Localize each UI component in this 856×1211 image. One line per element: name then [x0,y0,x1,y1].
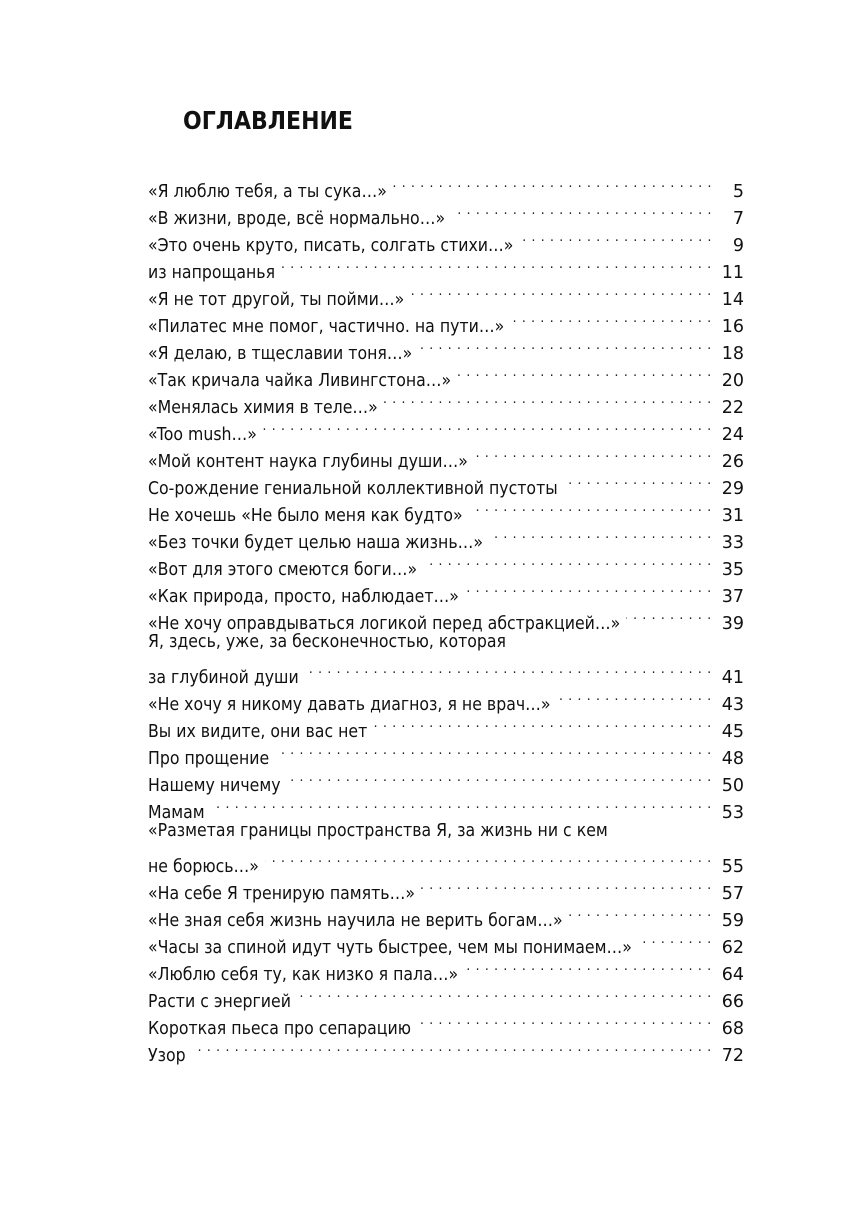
dot-leader [557,683,712,710]
table-of-contents [148,170,744,1066]
toc-entry-title-line1: «Разметая границы пространства Я, за жизнь ни с кем [148,821,608,841]
toc-entry-line [148,1007,744,1039]
toc-entry [148,683,744,715]
toc-entry-page-number: 20 [721,371,744,391]
toc-entry [148,575,744,607]
toc-entry-line [148,980,744,1012]
toc-entry-title: «Люблю себя ту, как низко я пала…» [148,965,459,985]
dot-leader [510,305,712,332]
toc-entry-page-number: 48 [721,749,744,769]
toc-entry-line [148,548,744,580]
toc-entry-line [148,683,744,715]
toc-entry-page-number: 64 [721,965,744,985]
dot-leader [474,440,712,467]
toc-entry-title: Короткая пьеса про сепарацию [148,1019,411,1039]
toc-entry-title: Расти с энергией [148,992,291,1012]
toc-entry-line [148,899,744,931]
toc-entry [148,278,744,310]
toc-entry-line [148,413,744,445]
toc-entry-page-number: 18 [721,344,744,364]
toc-entry-title: «Мой контент наука глубины души…» [148,452,468,472]
toc-entry-title: Нашему ничему [148,776,281,796]
toc-entry [148,224,744,256]
toc-entry-line [148,737,744,769]
toc-entry-title: «Too mush…» [148,425,257,445]
toc-entry-page-number: 50 [721,776,744,796]
toc-entry-title: «Не хочу я никому давать диагноз, я не врач…» [148,695,551,715]
toc-entry-page-number: 37 [721,587,744,607]
toc-entry-title: «Так кричала чайка Ливингстона…» [148,371,452,391]
toc-entry-title: «Как природа, просто, наблюдает…» [148,587,459,607]
toc-entry-page-number: 35 [721,560,744,580]
toc-entry-title: «Я не тот другой, ты пойми…» [148,290,405,310]
toc-entry-page-number: 11 [721,263,744,283]
toc-entry [148,440,744,472]
toc-entry [148,359,744,391]
toc-entry-page-number: 31 [721,506,744,526]
dot-leader [564,467,712,494]
dot-leader [192,1034,712,1061]
toc-entry-line [148,251,744,283]
page-title: ОГЛАВЛЕНИЕ [183,106,353,135]
toc-entry-page-number: 68 [721,1019,744,1039]
toc-entry [148,413,744,445]
toc-entry-title: «Не хочу оправдываться логикой перед абстракцией…» [148,614,621,634]
toc-entry-page-number: 59 [721,911,744,931]
toc-entry-page-number: 43 [721,695,744,715]
dot-leader [417,1007,712,1034]
toc-entry [148,548,744,580]
dot-leader [384,386,712,413]
toc-entry [148,494,744,526]
toc-entry-page-number: 5 [732,182,744,202]
toc-entry-line [148,1034,744,1066]
toc-entry [148,170,744,202]
dot-leader [464,953,712,980]
toc-entry-page-number: 62 [721,938,744,958]
dot-leader [626,602,711,629]
toc-entry-page-number: 26 [721,452,744,472]
toc-entry-page-number: 57 [721,884,744,904]
dot-leader [287,764,712,791]
toc-entry-first-line [148,818,744,845]
toc-entry-line [148,953,744,985]
toc-entry-line [148,710,744,742]
toc-entry-page-number: 39 [721,614,744,634]
toc-entry-title: «Часы за спиной идут чуть быстрее, чем мы понимаем…» [148,938,632,958]
dot-leader [457,359,712,386]
toc-entry-title: «Пилатес мне помог, частично. на пути…» [148,317,505,337]
toc-entry [148,899,744,931]
toc-entry-title: «Вот для этого смеются боги…» [148,560,418,580]
toc-entry-line [148,845,744,877]
toc-entry-page-number: 16 [721,317,744,337]
dot-leader [393,170,712,197]
dot-leader [519,224,712,251]
dot-leader [421,872,712,899]
toc-entry-page-number: 7 [732,209,744,229]
toc-entry-first-line [148,629,744,656]
dot-leader [305,656,712,683]
toc-entry-page-number: 9 [732,236,744,256]
toc-entry [148,305,744,337]
dot-leader [263,413,712,440]
toc-entry-page-number: 66 [721,992,744,1012]
toc-entry-line [148,602,744,634]
toc-entry [148,629,744,688]
toc-entry-title: Со-рождение гениальной коллективной пустоты [148,479,558,499]
toc-entry-title: «В жизни, вроде, всё нормально…» [148,209,446,229]
dot-leader [423,548,712,575]
toc-entry-page-number: 29 [721,479,744,499]
toc-entry-line [148,467,744,499]
toc-entry-line [148,521,744,553]
toc-entry-line [148,359,744,391]
toc-entry-title: «Я делаю, в тщеславии тоня…» [148,344,413,364]
toc-entry-title: «Без точки будет целью наша жизнь…» [148,533,483,553]
toc-entry-title: за глубиной души [148,668,299,688]
toc-entry [148,710,744,742]
dot-leader [275,737,712,764]
toc-entry [148,791,744,823]
toc-entry-title: «Менялась химия в теле…» [148,398,378,418]
toc-entry-line [148,494,744,526]
dot-leader [281,251,712,278]
toc-entry [148,386,744,418]
toc-entry [148,737,744,769]
toc-entry-page-number: 22 [721,398,744,418]
toc-entry-line [148,332,744,364]
toc-entry [148,980,744,1012]
toc-entry [148,818,744,877]
toc-entry-line [148,170,744,202]
toc-entry-title: не борюсь…» [148,857,259,877]
toc-entry-title: Про прощение [148,749,270,769]
toc-entry-page-number: 72 [721,1046,744,1066]
toc-entry-line [148,872,744,904]
toc-entry [148,332,744,364]
toc-entry-line [148,224,744,256]
toc-entry-line [148,278,744,310]
dot-leader [410,278,712,305]
toc-entry-title: Мамам [148,803,205,823]
toc-entry-page-number: 53 [721,803,744,823]
toc-entry [148,764,744,796]
toc-entry-title: «На себе Я тренирую память…» [148,884,415,904]
toc-entry-line [148,305,744,337]
toc-entry-title: Узор [148,1046,186,1066]
toc-entry-line [148,656,744,688]
toc-entry [148,602,744,634]
toc-entry-page-number: 24 [721,425,744,445]
toc-entry-line [148,764,744,796]
dot-leader [265,845,712,872]
toc-entry-page-number: 14 [721,290,744,310]
toc-entry-page-number: 41 [721,668,744,688]
toc-entry-line [148,440,744,472]
toc-entry-title: из напрощанья [148,263,276,283]
dot-leader [373,710,711,737]
toc-entry [148,953,744,985]
dot-leader [211,791,712,818]
toc-entry-title: Не хочешь «Не было меня как будто» [148,506,463,526]
toc-entry-line [148,386,744,418]
toc-entry [148,872,744,904]
toc-entry-page-number: 33 [721,533,744,553]
toc-entry-line [148,926,744,958]
toc-entry-title: «Не зная себя жизнь научила не верить богам…» [148,911,563,931]
toc-entry-line [148,791,744,823]
toc-entry [148,251,744,283]
dot-leader [297,980,712,1007]
dot-leader [569,899,712,926]
toc-entry [148,467,744,499]
dot-leader [418,332,711,359]
toc-entry [148,926,744,958]
dot-leader [451,197,712,224]
toc-entry-line [148,197,744,229]
toc-entry [148,197,744,229]
toc-entry-title-line1: Я, здесь, уже, за бесконечностью, которая [148,632,507,652]
toc-entry [148,1034,744,1066]
dot-leader [465,575,712,602]
toc-entry-line [148,575,744,607]
toc-entry-title: «Я люблю тебя, а ты сука…» [148,182,387,202]
toc-entry [148,1007,744,1039]
dot-leader [638,926,712,953]
toc-entry [148,521,744,553]
toc-entry-page-number: 55 [721,857,744,877]
toc-entry-page-number: 45 [721,722,744,742]
dot-leader [469,494,712,521]
toc-entry-title: «Это очень круто, писать, солгать стихи…» [148,236,514,256]
toc-entry-title: Вы их видите, они вас нет [148,722,368,742]
dot-leader [489,521,712,548]
